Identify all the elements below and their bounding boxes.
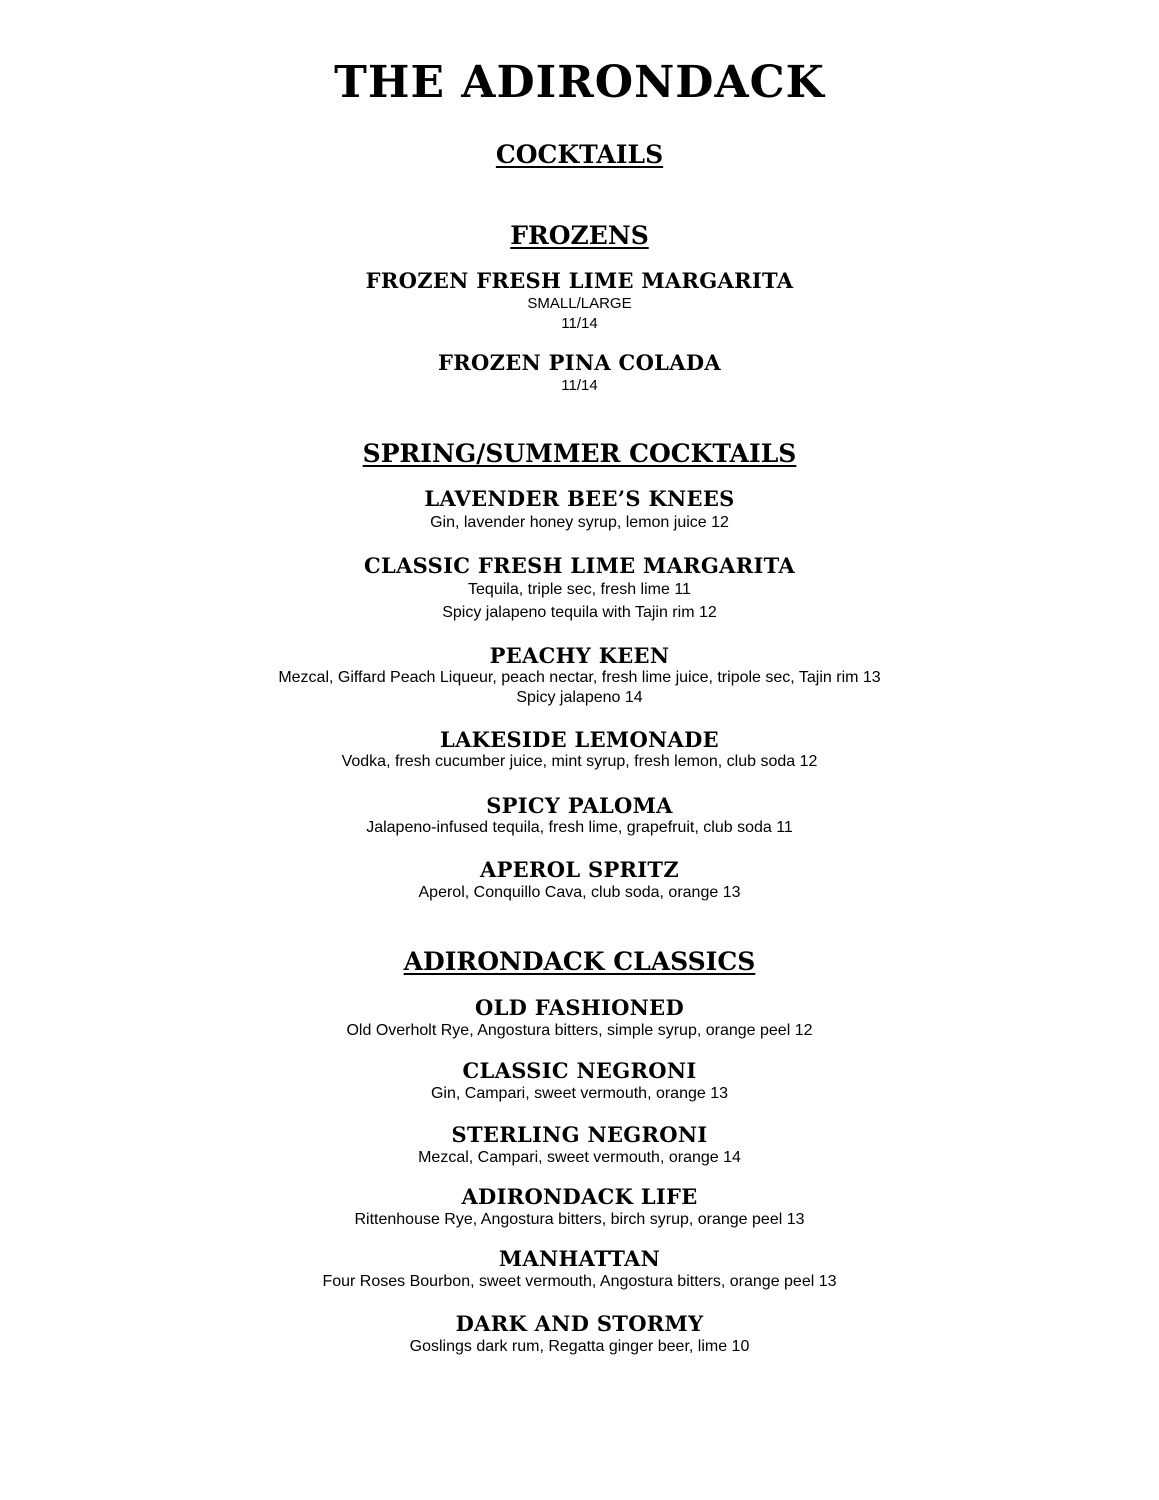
menu-item-description: Goslings dark rum, Regatta ginger beer, lime 10	[409, 1338, 750, 1355]
menu-item-name: FROZEN PINA COLADA	[438, 350, 721, 375]
menu-item-description: Jalapeno-infused tequila, fresh lime, grapefruit, club soda 11	[366, 819, 793, 836]
cocktails-heading: COCKTAILS	[495, 140, 664, 169]
menu-item-name: DARK AND STORMY	[455, 1311, 704, 1336]
menu-item-description: Aperol, Conquillo Cava, club soda, orange 13	[418, 884, 741, 901]
menu-item-description: Gin, lavender honey syrup, lemon juice 12	[430, 514, 729, 531]
menu-item-name: STERLING NEGRONI	[451, 1122, 708, 1147]
menu-item-name: LAVENDER BEE’S KNEES	[424, 486, 735, 511]
menu-item-price: 11/14	[561, 377, 598, 394]
menu-item-name: FROZEN FRESH LIME MARGARITA	[365, 268, 794, 293]
menu-item-name: CLASSIC FRESH LIME MARGARITA	[364, 553, 795, 578]
menu-item-description: Vodka, fresh cucumber juice, mint syrup, fresh lemon, club soda 12	[341, 753, 818, 770]
menu-item-description: Gin, Campari, sweet vermouth, orange 13	[430, 1085, 729, 1102]
menu-item-description: Spicy jalapeno tequila with Tajin rim 12	[442, 604, 717, 621]
menu-item-description: SMALL/LARGE	[527, 295, 632, 312]
menu-item-name: ADIRONDACK LIFE	[461, 1184, 698, 1209]
menu-item-name: MANHATTAN	[498, 1246, 661, 1271]
menu-item-description: Tequila, triple sec, fresh lime 11	[468, 581, 691, 598]
menu-item-description: Mezcal, Campari, sweet vermouth, orange 14	[418, 1149, 741, 1166]
menu-item-price: 11/14	[561, 315, 598, 332]
menu-item-name: SPICY PALOMA	[486, 793, 673, 818]
menu-item-name: APEROL SPRITZ	[479, 857, 679, 882]
spring-summer-heading: SPRING/SUMMER COCKTAILS	[362, 439, 797, 468]
frozens-heading: FROZENS	[510, 221, 649, 250]
menu-item-name: OLD FASHIONED	[475, 995, 684, 1020]
menu-item-description: Old Overholt Rye, Angostura bitters, simple syrup, orange peel 12	[346, 1022, 813, 1039]
menu-item-description: Spicy jalapeno 14	[516, 689, 643, 706]
menu-item-description: Four Roses Bourbon, sweet vermouth, Angostura bitters, orange peel 13	[322, 1273, 837, 1290]
menu-item-name: CLASSIC NEGRONI	[462, 1058, 697, 1083]
adirondack-classics-heading: ADIRONDACK CLASSICS	[403, 947, 756, 976]
menu-item-description: Rittenhouse Rye, Angostura bitters, birch syrup, orange peel 13	[354, 1211, 805, 1228]
menu-item-name: PEACHY KEEN	[489, 643, 670, 668]
menu-title: THE ADIRONDACK	[334, 57, 825, 108]
menu-item-description: Mezcal, Giffard Peach Liqueur, peach nectar, fresh lime juice, tripole sec, Tajin rim 13	[278, 669, 881, 686]
menu-item-name: LAKESIDE LEMONADE	[440, 727, 719, 752]
